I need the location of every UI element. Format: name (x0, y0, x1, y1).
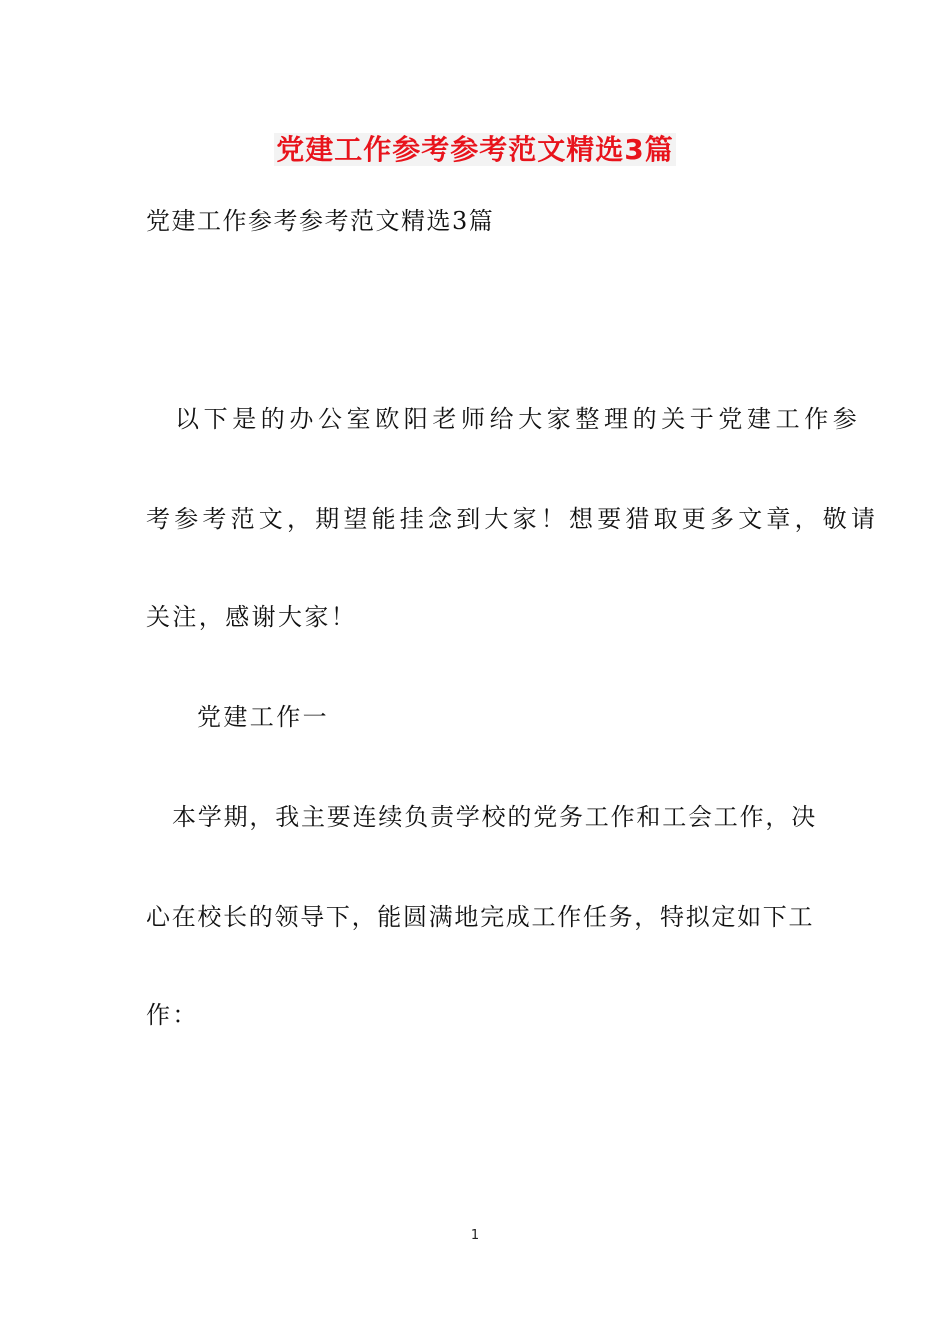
section-heading: 党建工作一 (197, 703, 329, 731)
page-number: 1 (470, 1228, 480, 1243)
document-title (0, 128, 950, 172)
body-paragraph-line-3: 作： (146, 1001, 199, 1029)
body-paragraph-line-2: 心在校长的领导下，能圆满地完成工作任务，特拟定如下工 (146, 903, 815, 931)
intro-paragraph-line-1: 以下是的办公室欧阳老师给大家整理的关于党建工作参 (175, 405, 862, 433)
document-subtitle: 党建工作参考参考范文精选3篇 (146, 207, 495, 235)
body-paragraph-line-1: 本学期，我主要连续负责学校的党务工作和工会工作，决 (172, 803, 817, 831)
intro-paragraph-line-2: 考参考范文，期望能挂念到大家！想要猎取更多文章，敬请 (146, 505, 880, 533)
document-title-text: 党建工作参考参考范文精选3篇 (276, 133, 674, 166)
intro-paragraph-line-3: 关注，感谢大家！ (146, 603, 358, 631)
